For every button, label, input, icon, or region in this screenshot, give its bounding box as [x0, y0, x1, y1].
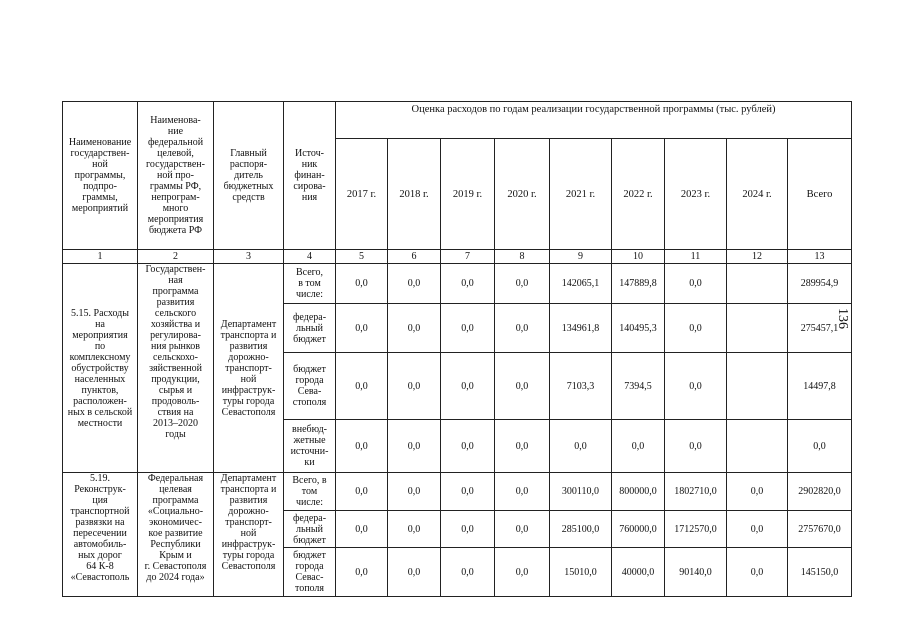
value-cell: 2757670,0: [788, 511, 852, 548]
column-number: 4: [284, 250, 336, 264]
value-cell: 0,0: [441, 304, 495, 353]
value-cell: 0,0: [495, 420, 550, 473]
funding-source: Всего, в том числе:: [284, 264, 336, 304]
value-cell: 275457,1: [788, 304, 852, 353]
value-cell: 760000,0: [612, 511, 665, 548]
value-cell: 145150,0: [788, 548, 852, 597]
value-cell: 0,0: [441, 473, 495, 511]
value-cell: 0,0: [441, 548, 495, 597]
value-cell: 134961,8: [550, 304, 612, 353]
value-cell: 1802710,0: [665, 473, 727, 511]
value-cell: 0,0: [495, 511, 550, 548]
value-cell: 40000,0: [612, 548, 665, 597]
value-cell: 0,0: [388, 353, 441, 420]
column-number: 1: [63, 250, 138, 264]
column-number: 6: [388, 250, 441, 264]
value-cell: 0,0: [665, 264, 727, 304]
value-cell: 0,0: [665, 420, 727, 473]
header-years-group: Оценка расходов по годам реализации государственной программы (тыс. рублей): [336, 102, 852, 139]
header-federal-program: Наименова- ние федеральной целевой, государствен- ной про- граммы РФ, непрограм- много мероприятия бюджета РФ: [138, 102, 214, 250]
value-cell: 0,0: [388, 420, 441, 473]
program-name: Федеральная целевая программа «Социально- экономичес- кое развитие Республики Крым и г. Севастополя до 2024 года»: [138, 473, 214, 597]
table-row: [63, 264, 852, 304]
value-cell: 0,0: [336, 548, 388, 597]
value-cell: 14497,8: [788, 353, 852, 420]
value-cell: 289954,9: [788, 264, 852, 304]
value-cell: 90140,0: [665, 548, 727, 597]
value-cell: 0,0: [665, 353, 727, 420]
column-number: 2: [138, 250, 214, 264]
value-cell: 0,0: [388, 511, 441, 548]
value-cell: 0,0: [550, 420, 612, 473]
header-funding-source: Источ- ник финан- сирова- ния: [284, 102, 336, 250]
value-cell: 0,0: [388, 264, 441, 304]
column-number: 11: [665, 250, 727, 264]
header-program-name: Наименование государствен- ной программы, подпро- граммы, мероприятий: [63, 102, 138, 250]
value-cell: 142065,1: [550, 264, 612, 304]
value-cell: 0,0: [495, 353, 550, 420]
budget-manager: Департамент транспорта и развития дорожно- транспорт- ной инфраструк- туры города Севастополя: [214, 264, 284, 473]
header-year-1: 2018 г.: [388, 139, 441, 250]
value-cell: 0,0: [665, 304, 727, 353]
value-cell: 0,0: [336, 473, 388, 511]
value-cell: [727, 420, 788, 473]
budget-manager: Департамент транспорта и развития дорожно- транспорт- ной инфраструк- туры города Севастополя: [214, 473, 284, 597]
column-number: 12: [727, 250, 788, 264]
value-cell: 0,0: [388, 548, 441, 597]
value-cell: 800000,0: [612, 473, 665, 511]
column-number: 10: [612, 250, 665, 264]
value-cell: 300110,0: [550, 473, 612, 511]
value-cell: 0,0: [336, 304, 388, 353]
value-cell: [727, 353, 788, 420]
value-cell: 15010,0: [550, 548, 612, 597]
column-number: 8: [495, 250, 550, 264]
header-budget-manager: Главный распоря- дитель бюджетных средств: [214, 102, 284, 250]
value-cell: 1712570,0: [665, 511, 727, 548]
value-cell: [727, 264, 788, 304]
header-year-8: Всего: [788, 139, 852, 250]
value-cell: 0,0: [788, 420, 852, 473]
value-cell: 0,0: [495, 264, 550, 304]
value-cell: 0,0: [495, 473, 550, 511]
value-cell: 0,0: [441, 353, 495, 420]
funding-source: Всего, в том числе:: [284, 473, 336, 511]
page-number: 136: [835, 308, 850, 329]
funding-source: федера- льный бюджет: [284, 511, 336, 548]
value-cell: 0,0: [388, 304, 441, 353]
header-year-0: 2017 г.: [336, 139, 388, 250]
value-cell: 285100,0: [550, 511, 612, 548]
value-cell: 0,0: [336, 511, 388, 548]
program-name: Государствен- ная программа развития сельского хозяйства и регулирова- ния рынков сельскохо- зяйственной продукции, сырья и продоволь- ствия на 2013–2020 годы: [138, 264, 214, 473]
header-year-5: 2022 г.: [612, 139, 665, 250]
item-name: 5.19. Реконструк- ция транспортной развязки на пересечении автомобиль- ных дорог 64 К-8 «Севастополь: [63, 473, 138, 597]
value-cell: 0,0: [336, 420, 388, 473]
funding-source: бюджет города Сева- стополя: [284, 353, 336, 420]
value-cell: 0,0: [441, 420, 495, 473]
value-cell: 0,0: [336, 353, 388, 420]
header-year-6: 2023 г.: [665, 139, 727, 250]
column-number: 5: [336, 250, 388, 264]
value-cell: 140495,3: [612, 304, 665, 353]
value-cell: [727, 304, 788, 353]
value-cell: 147889,8: [612, 264, 665, 304]
column-number: 9: [550, 250, 612, 264]
value-cell: 0,0: [441, 264, 495, 304]
value-cell: 0,0: [388, 473, 441, 511]
header-year-4: 2021 г.: [550, 139, 612, 250]
value-cell: 0,0: [727, 548, 788, 597]
value-cell: 0,0: [495, 548, 550, 597]
value-cell: 0,0: [612, 420, 665, 473]
header-year-2: 2019 г.: [441, 139, 495, 250]
value-cell: 0,0: [495, 304, 550, 353]
expenditure-table: [62, 101, 852, 597]
header-year-7: 2024 г.: [727, 139, 788, 250]
funding-source: федера- льный бюджет: [284, 304, 336, 353]
value-cell: 7103,3: [550, 353, 612, 420]
header-year-3: 2020 г.: [495, 139, 550, 250]
value-cell: 7394,5: [612, 353, 665, 420]
column-number: 3: [214, 250, 284, 264]
column-number: 7: [441, 250, 495, 264]
value-cell: 0,0: [336, 264, 388, 304]
column-number: 13: [788, 250, 852, 264]
funding-source: бюджет города Севас- тополя: [284, 548, 336, 597]
funding-source: внебюд- жетные источни- ки: [284, 420, 336, 473]
value-cell: 0,0: [441, 511, 495, 548]
table-row: [63, 473, 852, 511]
item-name: 5.15. Расходы на мероприятия по комплексному обустройству населенных пунктов, расположен- ных в сельской местности: [63, 264, 138, 473]
value-cell: 2902820,0: [788, 473, 852, 511]
value-cell: 0,0: [727, 511, 788, 548]
value-cell: 0,0: [727, 473, 788, 511]
